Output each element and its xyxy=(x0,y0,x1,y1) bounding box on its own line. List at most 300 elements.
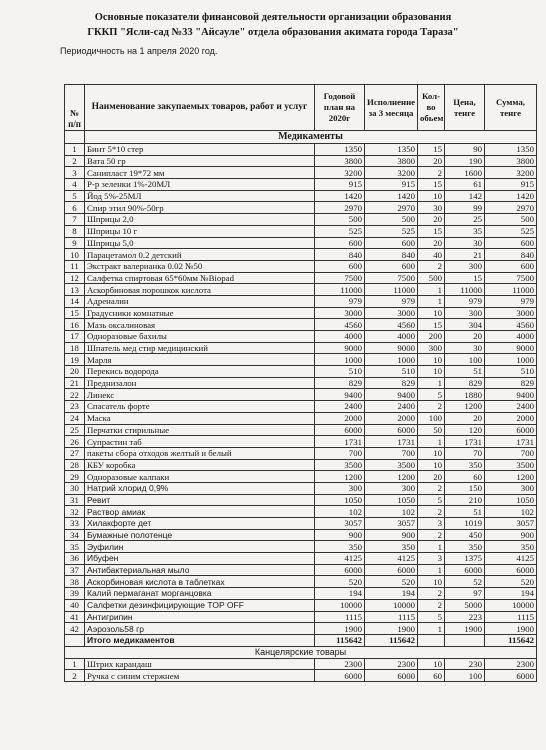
row-number-cell: 33 xyxy=(65,518,85,530)
table-row xyxy=(65,354,537,366)
execution-cell: 600 xyxy=(365,260,418,272)
item-name-cell: Натрий хлорид 0,9% xyxy=(85,482,315,494)
row-number-cell: 11 xyxy=(65,260,85,272)
annual-plan-cell: 6000 xyxy=(315,564,365,576)
header-price: Цена, тенге xyxy=(445,85,485,131)
annual-plan-cell: 1200 xyxy=(315,471,365,483)
section-title-medicines: Медикаменты xyxy=(85,131,537,144)
annual-plan-cell: 1900 xyxy=(315,623,365,635)
price-cell: 100 xyxy=(445,670,485,682)
execution-cell: 102 xyxy=(365,506,418,518)
execution-cell: 829 xyxy=(365,377,418,389)
quantity-cell: 2 xyxy=(418,588,445,600)
quantity-cell: 2 xyxy=(418,599,445,611)
execution-cell: 2300 xyxy=(365,658,418,670)
quantity-cell: 10 xyxy=(418,190,445,202)
annual-plan-cell: 6000 xyxy=(315,424,365,436)
organization-title: ГККП "Ясли-сад №33 "Айсәуле" отдела образования акимата города Тараза" xyxy=(87,27,459,38)
quantity-cell: 3 xyxy=(418,553,445,565)
table-row xyxy=(65,249,537,261)
annual-plan-cell: 4000 xyxy=(315,331,365,343)
item-name-cell: Одноразовые калпаки xyxy=(85,471,315,483)
item-name-cell: КБУ коробка xyxy=(85,459,315,471)
sum-cell: 510 xyxy=(485,366,537,378)
price-cell: 15 xyxy=(445,272,485,284)
item-name-cell: Перекись водорода xyxy=(85,366,315,378)
row-number-cell: 38 xyxy=(65,576,85,588)
item-name-cell: Парацетамол 0.2 детский xyxy=(85,249,315,261)
table-row xyxy=(65,155,537,167)
execution-cell: 11000 xyxy=(365,284,418,296)
item-name-cell: Р-р зеленки 1%-20МЛ xyxy=(85,179,315,191)
annual-plan-cell: 2000 xyxy=(315,412,365,424)
item-name-cell: Хилакфорте дет xyxy=(85,518,315,530)
sum-cell: 2400 xyxy=(485,401,537,413)
annual-plan-cell: 1115 xyxy=(315,611,365,623)
price-cell: 230 xyxy=(445,658,485,670)
annual-plan-cell: 3000 xyxy=(315,307,365,319)
total-plan-cell: 115642 xyxy=(315,634,365,646)
row-number-cell: 28 xyxy=(65,459,85,471)
table-row xyxy=(65,295,537,307)
price-cell: 60 xyxy=(445,471,485,483)
item-name-cell: пакеты сбора отходов желтый и белый xyxy=(85,447,315,459)
quantity-cell: 1 xyxy=(418,295,445,307)
execution-cell: 500 xyxy=(365,214,418,226)
quantity-cell: 200 xyxy=(418,331,445,343)
quantity-cell: 1 xyxy=(418,377,445,389)
annual-plan-cell: 1420 xyxy=(315,190,365,202)
execution-cell: 2000 xyxy=(365,412,418,424)
quantity-cell: 10 xyxy=(418,658,445,670)
execution-cell: 300 xyxy=(365,482,418,494)
annual-plan-cell: 7500 xyxy=(315,272,365,284)
quantity-cell: 50 xyxy=(418,424,445,436)
table-row xyxy=(65,482,537,494)
table-row xyxy=(65,389,537,401)
item-name-cell: Шприцы 5,0 xyxy=(85,237,315,249)
annual-plan-cell: 829 xyxy=(315,377,365,389)
row-number-cell: 8 xyxy=(65,225,85,237)
document-title: Основные показатели финансовой деятельности организации образования xyxy=(94,12,452,23)
quantity-cell: 5 xyxy=(418,494,445,506)
sum-cell: 6000 xyxy=(485,424,537,436)
price-cell: 300 xyxy=(445,307,485,319)
price-cell: 20 xyxy=(445,331,485,343)
row-number-cell: 23 xyxy=(65,401,85,413)
quantity-cell: 10 xyxy=(418,307,445,319)
total-blank-cell xyxy=(445,634,485,646)
price-cell: 1880 xyxy=(445,389,485,401)
annual-plan-cell: 1350 xyxy=(315,144,365,156)
row-number-cell: 18 xyxy=(65,342,85,354)
item-name-cell: Бинт 5*10 стер xyxy=(85,144,315,156)
header-qty: Кол-во обьем xyxy=(418,85,445,131)
annual-plan-cell: 500 xyxy=(315,214,365,226)
item-name-cell: Преднизалон xyxy=(85,377,315,389)
execution-cell: 525 xyxy=(365,225,418,237)
sum-cell: 700 xyxy=(485,447,537,459)
execution-cell: 9000 xyxy=(365,342,418,354)
quantity-cell: 10 xyxy=(418,459,445,471)
section-row-stationery xyxy=(65,646,537,658)
execution-cell: 600 xyxy=(365,237,418,249)
item-name-cell: Супрастин таб xyxy=(85,436,315,448)
price-cell: 142 xyxy=(445,190,485,202)
table-row xyxy=(65,307,537,319)
quantity-cell: 3 xyxy=(418,518,445,530)
price-cell: 99 xyxy=(445,202,485,214)
price-cell: 300 xyxy=(445,260,485,272)
annual-plan-cell: 194 xyxy=(315,588,365,600)
execution-cell: 3500 xyxy=(365,459,418,471)
sum-cell: 350 xyxy=(485,541,537,553)
sum-cell: 1900 xyxy=(485,623,537,635)
row-number-cell: 13 xyxy=(65,284,85,296)
execution-cell: 4000 xyxy=(365,331,418,343)
quantity-cell: 10 xyxy=(418,447,445,459)
table-row xyxy=(65,518,537,530)
sum-cell: 600 xyxy=(485,237,537,249)
header-plan: Годовой план на 2020г xyxy=(315,85,365,131)
sum-cell: 1420 xyxy=(485,190,537,202)
item-name-cell: Одноразовые бахилы xyxy=(85,331,315,343)
price-cell: 1200 xyxy=(445,401,485,413)
row-number-cell: 41 xyxy=(65,611,85,623)
item-name-cell: Калий пермаганат морганцовка xyxy=(85,588,315,600)
price-cell: 190 xyxy=(445,155,485,167)
quantity-cell: 10 xyxy=(418,366,445,378)
row-number-cell: 5 xyxy=(65,190,85,202)
quantity-cell: 15 xyxy=(418,179,445,191)
item-name-cell: Экстракт валерианка 0.02 №50 xyxy=(85,260,315,272)
execution-cell: 3200 xyxy=(365,167,418,179)
annual-plan-cell: 600 xyxy=(315,237,365,249)
quantity-cell: 2 xyxy=(418,401,445,413)
table-row xyxy=(65,319,537,331)
execution-cell: 9400 xyxy=(365,389,418,401)
sum-cell: 525 xyxy=(485,225,537,237)
item-name-cell: Мазь оксалиновая xyxy=(85,319,315,331)
table-row xyxy=(65,529,537,541)
row-number-cell: 14 xyxy=(65,295,85,307)
quantity-cell: 1 xyxy=(418,564,445,576)
price-cell: 5000 xyxy=(445,599,485,611)
annual-plan-cell: 1731 xyxy=(315,436,365,448)
annual-plan-cell: 600 xyxy=(315,260,365,272)
annual-plan-cell: 11000 xyxy=(315,284,365,296)
item-name-cell: Антибактериальная мыло xyxy=(85,564,315,576)
annual-plan-cell: 3800 xyxy=(315,155,365,167)
item-name-cell: Ревит xyxy=(85,494,315,506)
table-row xyxy=(65,611,537,623)
quantity-cell: 1 xyxy=(418,541,445,553)
sum-cell: 4560 xyxy=(485,319,537,331)
row-number-cell: 34 xyxy=(65,529,85,541)
annual-plan-cell: 300 xyxy=(315,482,365,494)
price-cell: 25 xyxy=(445,214,485,226)
quantity-cell: 500 xyxy=(418,272,445,284)
total-blank-cell xyxy=(65,634,85,646)
row-number-cell: 2 xyxy=(65,155,85,167)
execution-cell: 900 xyxy=(365,529,418,541)
total-exec-cell: 115642 xyxy=(365,634,418,646)
table-row xyxy=(65,214,537,226)
price-cell: 1731 xyxy=(445,436,485,448)
annual-plan-cell: 979 xyxy=(315,295,365,307)
row-number-cell: 15 xyxy=(65,307,85,319)
quantity-cell: 1 xyxy=(418,284,445,296)
item-name-cell: Перчатки стирильные xyxy=(85,424,315,436)
execution-cell: 1420 xyxy=(365,190,418,202)
quantity-cell: 20 xyxy=(418,237,445,249)
sum-cell: 6000 xyxy=(485,670,537,682)
table-row xyxy=(65,412,537,424)
sum-cell: 500 xyxy=(485,214,537,226)
section-title-stationery: Канцелярские товары xyxy=(65,646,537,658)
quantity-cell: 20 xyxy=(418,471,445,483)
row-number-cell: 27 xyxy=(65,447,85,459)
execution-cell: 2400 xyxy=(365,401,418,413)
annual-plan-cell: 9000 xyxy=(315,342,365,354)
price-cell: 52 xyxy=(445,576,485,588)
row-number-cell: 25 xyxy=(65,424,85,436)
execution-cell: 510 xyxy=(365,366,418,378)
quantity-cell: 15 xyxy=(418,144,445,156)
table-row xyxy=(65,377,537,389)
item-name-cell: Спир этил 90%-50гр xyxy=(85,202,315,214)
table-row xyxy=(65,284,537,296)
execution-cell: 4125 xyxy=(365,553,418,565)
item-name-cell: Спасатель форте xyxy=(85,401,315,413)
price-cell: 1600 xyxy=(445,167,485,179)
annual-plan-cell: 2970 xyxy=(315,202,365,214)
item-name-cell: Ручка с синим стержнем xyxy=(85,670,315,682)
execution-cell: 1900 xyxy=(365,623,418,635)
price-cell: 304 xyxy=(445,319,485,331)
price-cell: 350 xyxy=(445,459,485,471)
execution-cell: 10000 xyxy=(365,599,418,611)
row-number-cell: 19 xyxy=(65,354,85,366)
table-row xyxy=(65,366,537,378)
sum-cell: 2970 xyxy=(485,202,537,214)
execution-cell: 6000 xyxy=(365,424,418,436)
sum-cell: 6000 xyxy=(485,564,537,576)
price-cell: 90 xyxy=(445,144,485,156)
total-blank-cell xyxy=(418,634,445,646)
annual-plan-cell: 840 xyxy=(315,249,365,261)
table-row xyxy=(65,564,537,576)
procurement-table xyxy=(64,84,537,682)
row-number-cell: 24 xyxy=(65,412,85,424)
price-cell: 30 xyxy=(445,237,485,249)
table-row xyxy=(65,506,537,518)
row-number-cell: 17 xyxy=(65,331,85,343)
quantity-cell: 5 xyxy=(418,389,445,401)
item-name-cell: Линекс xyxy=(85,389,315,401)
quantity-cell: 30 xyxy=(418,202,445,214)
annual-plan-cell: 4560 xyxy=(315,319,365,331)
table-row xyxy=(65,459,537,471)
price-cell: 210 xyxy=(445,494,485,506)
price-cell: 35 xyxy=(445,225,485,237)
price-cell: 21 xyxy=(445,249,485,261)
annual-plan-cell: 900 xyxy=(315,529,365,541)
table-row xyxy=(65,260,537,272)
sum-cell: 9400 xyxy=(485,389,537,401)
table-row xyxy=(65,576,537,588)
price-cell: 120 xyxy=(445,424,485,436)
row-number-cell: 37 xyxy=(65,564,85,576)
table-row xyxy=(65,272,537,284)
item-name-cell: Марля xyxy=(85,354,315,366)
execution-cell: 1000 xyxy=(365,354,418,366)
table-row xyxy=(65,447,537,459)
annual-plan-cell: 3500 xyxy=(315,459,365,471)
item-name-cell: Шпатель мед стир медицинский xyxy=(85,342,315,354)
table-row xyxy=(65,658,537,670)
annual-plan-cell: 2300 xyxy=(315,658,365,670)
item-name-cell: Градусники комнатные xyxy=(85,307,315,319)
execution-cell: 3000 xyxy=(365,307,418,319)
quantity-cell: 2 xyxy=(418,506,445,518)
quantity-cell: 2 xyxy=(418,482,445,494)
quantity-cell: 5 xyxy=(418,611,445,623)
header-exec: Исполнение за 3 месяца xyxy=(365,85,418,131)
price-cell: 11000 xyxy=(445,284,485,296)
execution-cell: 520 xyxy=(365,576,418,588)
sum-cell: 3500 xyxy=(485,459,537,471)
table-row xyxy=(65,494,537,506)
table-row xyxy=(65,599,537,611)
sum-cell: 1350 xyxy=(485,144,537,156)
item-name-cell: Ибуфен xyxy=(85,553,315,565)
sum-cell: 4125 xyxy=(485,553,537,565)
sum-cell: 4000 xyxy=(485,331,537,343)
annual-plan-cell: 350 xyxy=(315,541,365,553)
annual-plan-cell: 6000 xyxy=(315,670,365,682)
quantity-cell: 20 xyxy=(418,214,445,226)
item-name-cell: Йод 5%-25МЛ xyxy=(85,190,315,202)
sum-cell: 102 xyxy=(485,506,537,518)
annual-plan-cell: 915 xyxy=(315,179,365,191)
quantity-cell: 100 xyxy=(418,412,445,424)
price-cell: 51 xyxy=(445,506,485,518)
quantity-cell: 15 xyxy=(418,319,445,331)
table-row xyxy=(65,401,537,413)
period-label: Периодичность на 1 апреля 2020 год. xyxy=(60,46,218,56)
total-sum-cell: 115642 xyxy=(485,634,537,646)
price-cell: 150 xyxy=(445,482,485,494)
sum-cell: 3800 xyxy=(485,155,537,167)
row-number-cell: 39 xyxy=(65,588,85,600)
execution-cell: 6000 xyxy=(365,670,418,682)
sum-cell: 3057 xyxy=(485,518,537,530)
execution-cell: 3057 xyxy=(365,518,418,530)
row-number-cell: 32 xyxy=(65,506,85,518)
execution-cell: 1350 xyxy=(365,144,418,156)
item-name-cell: Маска xyxy=(85,412,315,424)
sum-cell: 829 xyxy=(485,377,537,389)
row-number-cell: 9 xyxy=(65,237,85,249)
price-cell: 6000 xyxy=(445,564,485,576)
row-number-cell: 1 xyxy=(65,658,85,670)
sum-cell: 7500 xyxy=(485,272,537,284)
row-number-cell: 42 xyxy=(65,623,85,635)
table-row xyxy=(65,331,537,343)
execution-cell: 4560 xyxy=(365,319,418,331)
annual-plan-cell: 520 xyxy=(315,576,365,588)
price-cell: 450 xyxy=(445,529,485,541)
item-name-cell: Шприцы 2,0 xyxy=(85,214,315,226)
item-name-cell: Салфетка спиртовая 65*60мм №Віорad xyxy=(85,272,315,284)
annual-plan-cell: 525 xyxy=(315,225,365,237)
item-name-cell: Аэрозоль58 гр xyxy=(85,623,315,635)
annual-plan-cell: 2400 xyxy=(315,401,365,413)
execution-cell: 3800 xyxy=(365,155,418,167)
header-sum: Сумма, тенге xyxy=(485,85,537,131)
item-name-cell: Бумажные полотенце xyxy=(85,529,315,541)
item-name-cell: Аскорбиновая порошкок кислота xyxy=(85,284,315,296)
item-name-cell: Санипласт 19*72 мм xyxy=(85,167,315,179)
quantity-cell: 20 xyxy=(418,155,445,167)
item-name-cell: Шприцы 10 г xyxy=(85,225,315,237)
sum-cell: 10000 xyxy=(485,599,537,611)
annual-plan-cell: 3057 xyxy=(315,518,365,530)
execution-cell: 194 xyxy=(365,588,418,600)
table-row xyxy=(65,670,537,682)
sum-cell: 915 xyxy=(485,179,537,191)
annual-plan-cell: 10000 xyxy=(315,599,365,611)
price-cell: 20 xyxy=(445,412,485,424)
execution-cell: 700 xyxy=(365,447,418,459)
execution-cell: 1200 xyxy=(365,471,418,483)
sum-cell: 979 xyxy=(485,295,537,307)
row-number-cell: 16 xyxy=(65,319,85,331)
execution-cell: 2970 xyxy=(365,202,418,214)
item-name-cell: Антигрипин xyxy=(85,611,315,623)
table-row xyxy=(65,436,537,448)
row-number-cell: 7 xyxy=(65,214,85,226)
execution-cell: 1050 xyxy=(365,494,418,506)
annual-plan-cell: 510 xyxy=(315,366,365,378)
sum-cell: 2300 xyxy=(485,658,537,670)
sum-cell: 300 xyxy=(485,482,537,494)
table-row xyxy=(65,202,537,214)
row-number-cell: 40 xyxy=(65,599,85,611)
sum-cell: 1200 xyxy=(485,471,537,483)
annual-plan-cell: 9400 xyxy=(315,389,365,401)
row-number-cell: 1 xyxy=(65,144,85,156)
header-name: Наименование закупаемых товаров, работ и услуг xyxy=(85,85,315,131)
sum-cell: 11000 xyxy=(485,284,537,296)
row-number-cell: 2 xyxy=(65,670,85,682)
quantity-cell: 10 xyxy=(418,576,445,588)
execution-cell: 1115 xyxy=(365,611,418,623)
total-label: Итого медикаментов xyxy=(85,634,315,646)
row-number-cell: 3 xyxy=(65,167,85,179)
price-cell: 223 xyxy=(445,611,485,623)
row-number-cell: 10 xyxy=(65,249,85,261)
table-row xyxy=(65,342,537,354)
execution-cell: 7500 xyxy=(365,272,418,284)
item-name-cell: Адреналин xyxy=(85,295,315,307)
price-cell: 51 xyxy=(445,366,485,378)
row-number-cell: 29 xyxy=(65,471,85,483)
price-cell: 1375 xyxy=(445,553,485,565)
item-name-cell: Раствор амиак xyxy=(85,506,315,518)
price-cell: 829 xyxy=(445,377,485,389)
